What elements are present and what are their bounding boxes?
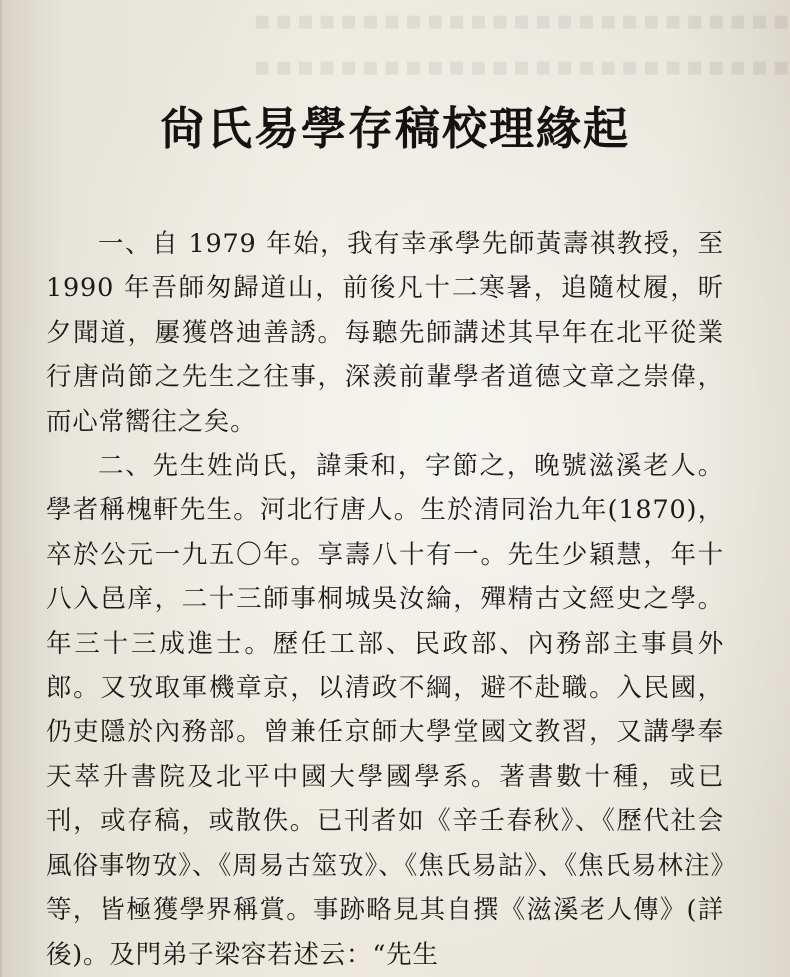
show-through-text: ▪▪▪▪▪▪▪▪▪▪▪▪▪▪▪▪▪▪▪▪▪▪▪▪▪ [249, 6, 790, 36]
paragraph-2: 二、先生姓尚氏，諱秉和，字節之，晚號滋溪老人。學者稱槐軒先生。河北行唐人。生於清同治九年(1870)，卒於公元一九五〇年。享壽八十有一。先生少穎慧，年十八入邑庠，二十三師事桐城吳汝綸，殫精古文經史之學。年三十三成進士。歷任工部、民政部、內務部主事員外郎。又攷取軍機章京，以清政不綱，避不赴職。入民國，仍吏隱於內務部。曾兼任京師大學堂國文教習，又講學奉天萃升書院及北平中國大學國學系。著書數十種，或已刊，或存稿，或散佚。已刊者如《辛壬春秋》、《歷代社会風俗事物攷》、《周易古筮攷》、《焦氏易詁》、《焦氏易林注》等，皆極獲學界稱賞。事跡略見其自撰《滋溪老人傳》(詳後)。及門弟子梁容若述云：“先生 [46, 451, 724, 970]
paragraph-1: 一、自 1979 年始，我有幸承學先師黃壽祺教授，至1990 年吾師匆歸道山，前後凡十二寒暑，追隨杖履，昕夕聞道，屢獲啓迪善誘。每聽先師講述其早年在北平從業行唐尚節之先生之往事，深羨前輩學者道德文章之崇偉，而心常嚮往之矣。 [46, 229, 724, 437]
page-gutter-shadow [0, 0, 2, 977]
page-title: 尙氏易學存稿校理緣起 [159, 102, 630, 155]
body-text [46, 222, 724, 977]
show-through-text: ▪▪▪▪▪▪▪▪▪▪▪▪▪▪▪▪▪▪▪▪▪▪▪▪▪ [249, 52, 790, 82]
